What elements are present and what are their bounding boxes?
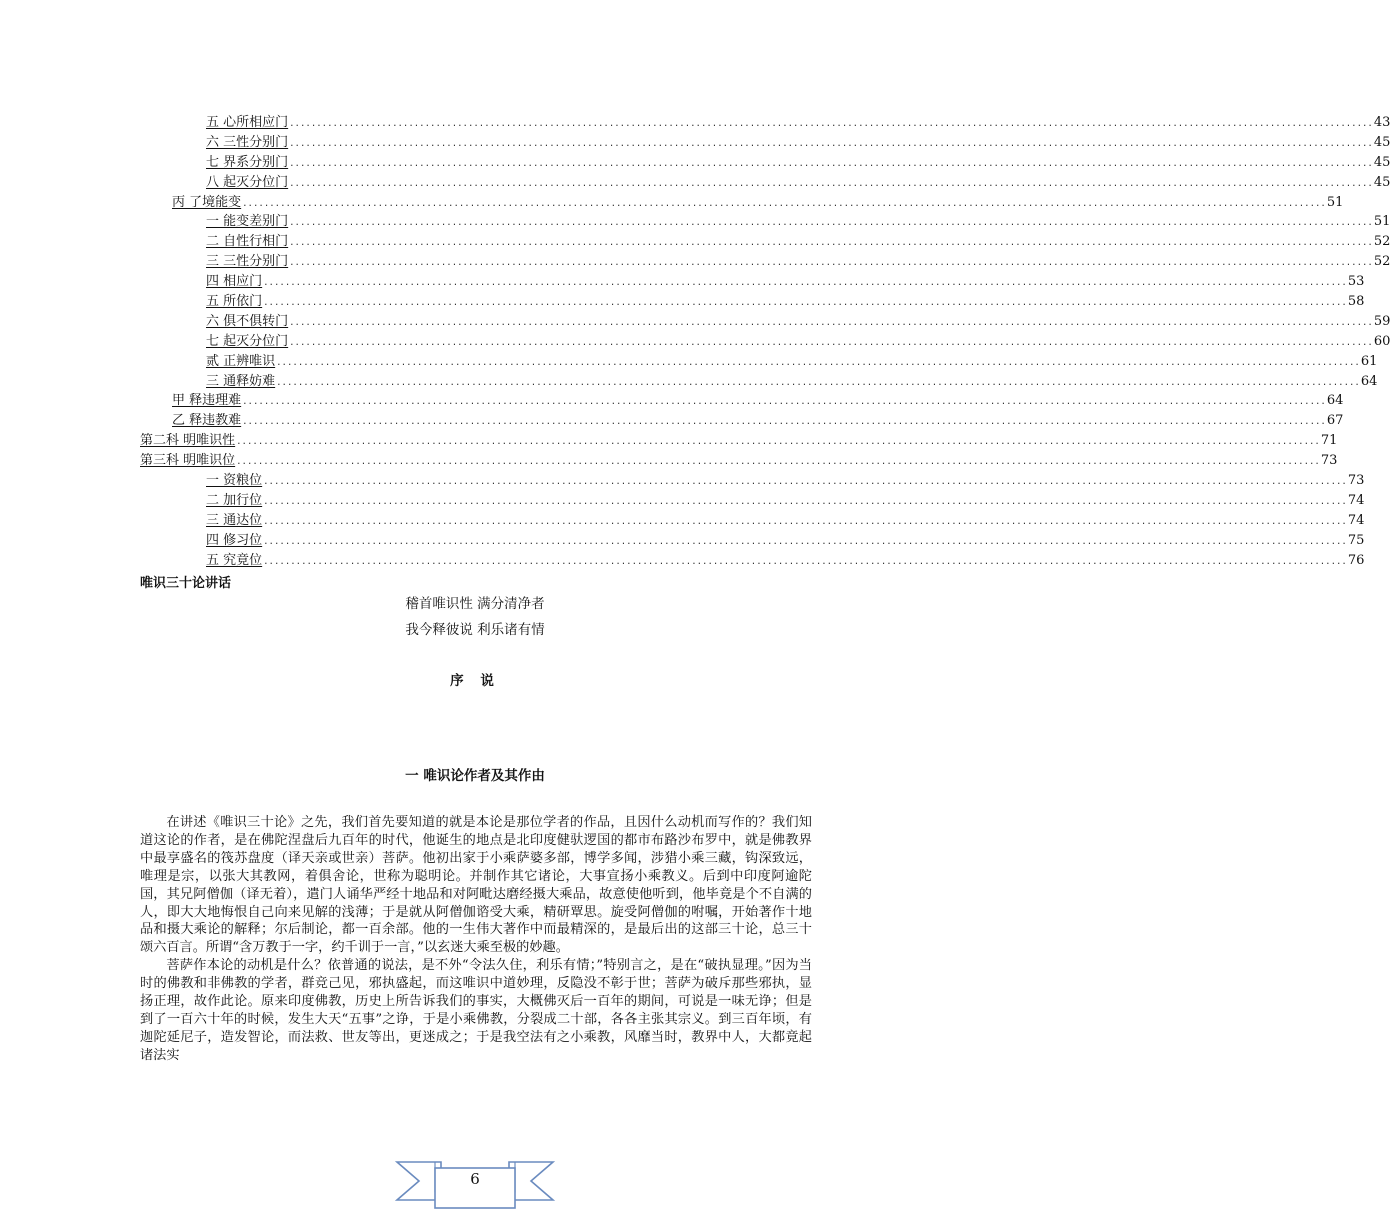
toc-entry-page: 73 [1320, 453, 1338, 469]
toc-entry-page: 73 [1347, 473, 1365, 489]
toc-entry-page: 45 [1373, 174, 1390, 190]
toc-dot-leader: ........................................................................................................................................................................................................ [263, 536, 1347, 547]
toc-entry[interactable] [140, 372, 1378, 392]
toc-entry-page: 74 [1347, 492, 1365, 508]
toc-dot-leader: ........................................................................................................................................................................................................ [242, 417, 1326, 428]
toc-dot-leader: ........................................................................................................................................................................................................ [289, 238, 1373, 249]
toc-entry[interactable] [140, 153, 1390, 173]
toc-entry-label[interactable]: 丙 了境能变 [172, 194, 242, 210]
toc-entry[interactable] [140, 411, 1344, 431]
body-text [140, 814, 812, 1065]
toc-dot-leader: ........................................................................................................................................................................................................ [289, 119, 1373, 129]
toc-entry-label[interactable]: 三 通释妨难 [206, 373, 276, 389]
toc-dot-leader: ........................................................................................................................................................................................................ [263, 477, 1347, 488]
page-number: 6 [470, 1170, 480, 1188]
toc-entry-page: 53 [1347, 274, 1365, 290]
toc-entry-page: 74 [1347, 512, 1365, 528]
toc-dot-leader: ........................................................................................................................................................................................................ [236, 437, 1320, 448]
toc-entry-page: 51 [1373, 214, 1390, 230]
toc-entry[interactable] [140, 431, 1338, 451]
toc-entry-label[interactable]: 五 心所相应门 [206, 115, 289, 130]
toc-entry[interactable] [140, 252, 1390, 272]
toc-dot-leader: ........................................................................................................................................................................................................ [276, 377, 1360, 388]
toc-entry-label[interactable]: 六 三性分别门 [206, 134, 289, 150]
toc-dot-leader: ........................................................................................................................................................................................................ [289, 138, 1373, 149]
toc-entry-label[interactable]: 一 资粮位 [206, 473, 263, 489]
toc-dot-leader: ........................................................................................................................................................................................................ [289, 258, 1373, 269]
book-title: 唯识三十论讲话 [140, 576, 232, 591]
toc-entry-label[interactable]: 第二科 明唯识性 [140, 433, 236, 449]
toc-entry[interactable] [140, 551, 1365, 571]
toc-entry-label[interactable]: 第三科 明唯识位 [140, 453, 236, 469]
toc-entry-page: 52 [1373, 234, 1390, 250]
toc-entry-page: 67 [1326, 413, 1344, 429]
toc-entry-page: 45 [1373, 134, 1390, 150]
toc-entry[interactable] [140, 451, 1338, 471]
toc-entry-label[interactable]: 五 究竟位 [206, 552, 263, 568]
toc-entry-label[interactable]: 二 自性行相门 [206, 234, 289, 250]
toc-entry[interactable] [140, 113, 1390, 133]
toc-entry-label[interactable]: 八 起灭分位门 [206, 174, 289, 190]
verse-line: 稽首唯识性 满分清净者 [405, 596, 545, 612]
section-title: 序 说 [450, 673, 500, 689]
toc-dot-leader: ........................................................................................................................................................................................................ [263, 516, 1347, 527]
toc-entry-page: 51 [1326, 194, 1344, 210]
toc-dot-leader: ........................................................................................................................................................................................................ [236, 457, 1320, 468]
toc-dot-leader: ........................................................................................................................................................................................................ [276, 357, 1360, 368]
toc-entry[interactable] [140, 272, 1365, 292]
toc-entry-page: 64 [1326, 393, 1344, 409]
toc-entry-label[interactable]: 五 所依门 [206, 294, 263, 310]
toc-entry[interactable] [140, 491, 1365, 511]
toc-entry-page: 45 [1373, 154, 1390, 170]
toc-entry-page: 43 [1373, 115, 1390, 130]
toc-entry-page: 58 [1347, 294, 1365, 310]
toc-dot-leader: ........................................................................................................................................................................................................ [263, 556, 1347, 567]
toc-dot-leader: ........................................................................................................................................................................................................ [263, 496, 1347, 507]
toc-entry[interactable] [140, 332, 1390, 352]
toc-entry-page: 61 [1360, 353, 1378, 369]
toc-entry-label[interactable]: 二 加行位 [206, 492, 263, 508]
toc-entry-label[interactable]: 甲 释违理难 [172, 393, 242, 409]
toc-entry-label[interactable]: 七 起灭分位门 [206, 333, 289, 349]
toc-entry[interactable] [140, 133, 1390, 153]
toc-entry-page: 59 [1373, 313, 1390, 329]
toc-entry-label[interactable]: 贰 正辨唯识 [206, 353, 276, 369]
toc-entry-label[interactable]: 三 三性分别门 [206, 254, 289, 270]
toc-entry-page: 52 [1373, 254, 1390, 270]
toc-entry[interactable] [140, 292, 1365, 312]
toc-entry[interactable] [140, 212, 1390, 232]
paragraph: 菩萨作本论的动机是什么？依普通的说法，是不外“令法久住，利乐有情；”特别言之，是在“破执显理。”因为当时的佛教和非佛教的学者，群竞己见，邪执盛起，而这唯识中道妙理，反隐没不彰于世；菩萨为破斥那些邪执，显扬正理，故作此论。原来印度佛教，历史上所告诉我们的事实，大概佛灭后一百年的期间，可说是一味无诤；但是到了一百六十年的时候，发生大天“五事”之诤，于是小乘佛教，分裂成二十部，各各主张其宗义。到三百年顷，有迦陀延尼子，造发智论，而法救、世友等出，更迷成之；于是我空法有之小乘教，风靡当时，教界中人，大都竟起诸法实 [140, 958, 812, 1063]
toc-dot-leader: ........................................................................................................................................................................................................ [242, 397, 1326, 408]
toc-dot-leader: ........................................................................................................................................................................................................ [289, 218, 1373, 229]
toc-dot-leader: ........................................................................................................................................................................................................ [289, 317, 1373, 328]
toc-entry[interactable] [140, 471, 1365, 491]
toc-entry[interactable] [140, 193, 1344, 213]
toc-entry[interactable] [140, 352, 1378, 372]
toc-entry[interactable] [140, 391, 1344, 411]
toc-entry-label[interactable]: 六 俱不俱转门 [206, 313, 289, 329]
toc-entry-label[interactable]: 三 通达位 [206, 512, 263, 528]
toc-entry-label[interactable]: 四 相应门 [206, 274, 263, 290]
toc-dot-leader: ........................................................................................................................................................................................................ [289, 178, 1373, 189]
toc-entry-label[interactable]: 四 修习位 [206, 532, 263, 548]
toc-entry[interactable] [140, 232, 1390, 252]
toc-dot-leader: ........................................................................................................................................................................................................ [263, 278, 1347, 289]
toc-entry-page: 76 [1347, 552, 1365, 568]
toc-entry-page: 64 [1360, 373, 1378, 389]
toc-entry-page: 60 [1373, 333, 1390, 349]
toc-entry[interactable] [140, 312, 1390, 332]
toc-entry-label[interactable]: 一 能变差别门 [206, 214, 289, 230]
table-of-contents [140, 113, 1390, 570]
toc-dot-leader: ........................................................................................................................................................................................................ [289, 337, 1373, 348]
toc-entry[interactable] [140, 511, 1365, 531]
subsection-title: 一 唯识论作者及其作由 [405, 768, 545, 784]
toc-dot-leader: ........................................................................................................................................................................................................ [289, 158, 1373, 169]
toc-dot-leader: ........................................................................................................................................................................................................ [242, 198, 1326, 209]
toc-entry-page: 75 [1347, 532, 1365, 548]
toc-entry-label[interactable]: 乙 释违教难 [172, 413, 242, 429]
toc-entry[interactable] [140, 173, 1390, 193]
toc-entry-label[interactable]: 七 界系分别门 [206, 154, 289, 170]
toc-dot-leader: ........................................................................................................................................................................................................ [263, 298, 1347, 309]
paragraph: 在讲述《唯识三十论》之先，我们首先要知道的就是本论是那位学者的作品，且因什么动机而写作的？我们知道这论的作者，是在佛陀涅盘后九百年的时代，他诞生的地点是北印度健驮逻国的都市布路沙布罗中，就是佛教界中最享盛名的筏苏盘度（译天亲或世亲）菩萨。他初出家于小乘萨婆多部，博学多闻，涉猎小乘三藏，钩深致远，唯理是宗，以张大其教网，着俱舍论，世称为聪明论。并制作其它诸论，大事宣扬小乘教义。后到中印度阿逾陀国，其兄阿僧伽（译无着），遣门人诵华严经十地品和对阿毗达磨经摄大乘品，故意使他听到，他毕竟是个不自满的人，即大大地悔恨自己向来见解的浅薄；于是就从阿僧伽谘受大乘，精研覃思。旋受阿僧伽的咐嘱，开始著作十地品和摄大乘论的解释；尔后制论，都一百余部。他的一生伟大著作中而最精深的，是最后出的这部三十论，总三十颂六百言。所谓“含万教于一字，约千训于一言，”以玄迷大乘至极的妙趣。 [140, 815, 812, 956]
verse-line: 我今释彼说 利乐诸有情 [405, 622, 545, 638]
toc-entry-page: 71 [1320, 433, 1338, 449]
toc-entry[interactable] [140, 531, 1365, 551]
